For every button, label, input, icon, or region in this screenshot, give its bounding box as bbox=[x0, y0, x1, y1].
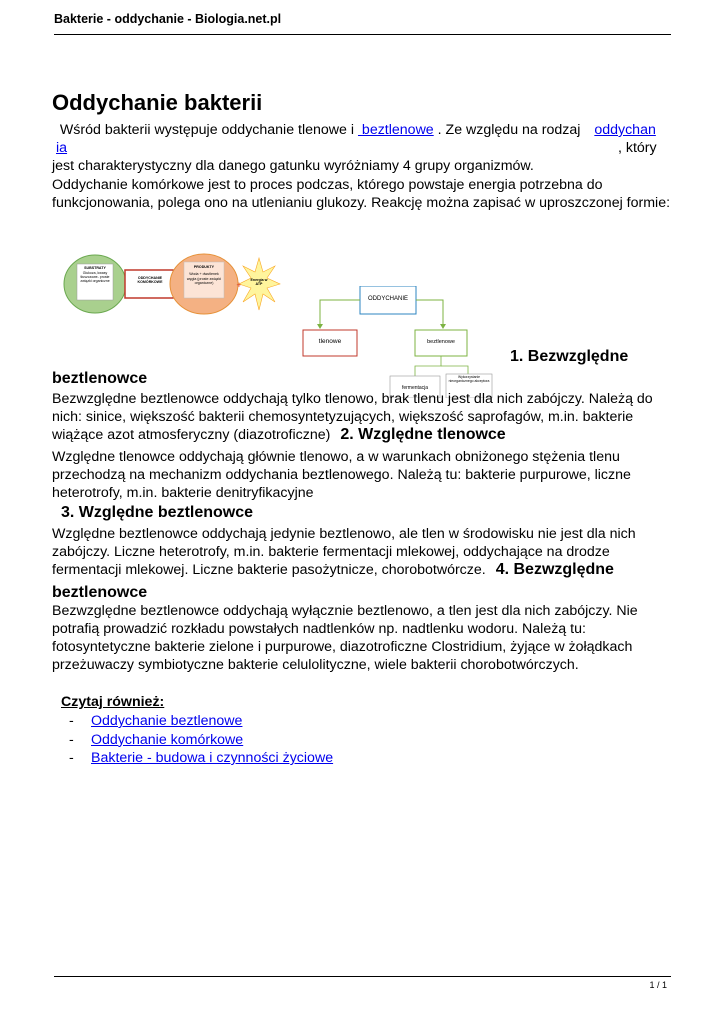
fermentation-label: fermentacja bbox=[401, 385, 429, 391]
arrowhead-right bbox=[440, 324, 446, 329]
paragraph-1-text: Bezwzględne beztlenowce oddychają tylko tlenowo, brak tlenu jest dla nich zabójczy. Należą do nich: sinice, większość bakterii chemosyntetyzujących, większość saprofagów, m.in. bakterie wiążące azot atmosferyczny (diazotroficzne) bbox=[52, 391, 653, 443]
anaerobic-label: beztlenowe bbox=[427, 339, 455, 345]
arrowhead-left bbox=[317, 324, 323, 329]
connector-left bbox=[320, 300, 360, 326]
products-title: PRODUKTY bbox=[193, 265, 215, 269]
paragraph-3 bbox=[52, 525, 672, 579]
heading-2: 2. Względne tlenowce bbox=[340, 426, 506, 443]
link-oddychanie-komorkowe[interactable]: Oddychanie komórkowe bbox=[91, 731, 244, 748]
list-dash: - bbox=[69, 750, 74, 766]
see-also-item bbox=[69, 731, 333, 750]
page-header-title: Bakterie - oddychanie - Biologia.net.pl bbox=[54, 12, 282, 26]
link-oddychania-part2[interactable]: ia bbox=[56, 140, 68, 156]
see-also-title: Czytaj również: bbox=[61, 694, 165, 710]
page-number: 1 / 1 bbox=[649, 980, 667, 990]
products-text: Woda + dwutlenek węgla (proste związki organiczne) bbox=[186, 272, 222, 286]
heading-3: 3. Względne beztlenowce bbox=[61, 504, 254, 521]
list-dash: - bbox=[69, 713, 74, 729]
paragraph-1 bbox=[52, 390, 672, 444]
footer-rule bbox=[54, 976, 671, 977]
heading-1b: beztlenowce bbox=[52, 370, 148, 387]
paragraph-2: Względne tlenowce oddychają głównie tlenowo, a w warunkach obniżonego stężenia tlenu przechodzą na mechanizm oddychania beztlenowego. Należą tu: bakterie purpurowe, liczne heterotrofy, m.in. bakterie denitryfikacyjne bbox=[52, 449, 631, 501]
link-oddychania-part1[interactable]: oddychan bbox=[594, 122, 656, 138]
respiration-equation-diagram bbox=[63, 252, 281, 316]
link-bakterie-budowa[interactable]: Bakterie - budowa i czynności życiowe bbox=[91, 750, 334, 766]
intro-text-a: Wśród bakterii występuje oddychanie tlenowe i bbox=[52, 122, 358, 138]
heading-4a: 4. Bezwzględne bbox=[495, 561, 614, 578]
aerobic-label: tlenowe bbox=[318, 338, 342, 345]
products-text-fo bbox=[185, 272, 223, 298]
paragraph-4: Bezwzględne beztlenowce oddychają wyłącznie beztlenowo, a tlen jest dla nich zabójczy. Nie potrafią prowadzić rozkładu powstałych nadtlenków np. nadtlenku wodoru. Należą tu: fotosyntetyczne bakterie zielone i purpurowe, diazotroficzne Clostridium, żyjące w żołądkach przeżuwaczy symbiotyczne bakterie celulolityczne, wiele bakterii chorobotwórczych. bbox=[52, 603, 638, 673]
substrates-text: Glukoza, kwasy tłuszczowe- proste związki organiczne bbox=[80, 271, 110, 284]
intro-text-d: jest charakterystyczny dla danego gatunku wyróżniamy 4 grupy organizmów. bbox=[52, 158, 534, 174]
intro-line-1 bbox=[52, 121, 672, 139]
article-title: Oddychanie bakterii bbox=[52, 90, 263, 115]
heading-1a: 1. Bezwzględne bbox=[510, 348, 629, 365]
root-label: ODDYCHANIE bbox=[367, 296, 409, 302]
intro-line-2 bbox=[52, 139, 672, 157]
plus-sign: + bbox=[236, 280, 242, 290]
see-also-list bbox=[69, 712, 333, 768]
heading-4b: beztlenowce bbox=[52, 584, 148, 601]
intro-paragraph-2: Oddychanie komórkowe jest to proces podczas, którego powstaje energia potrzebna do funkcjonowania, polega ono na utlenianiu glukozy. Reakcję można zapisać w uproszczonej formie: bbox=[52, 177, 671, 211]
link-beztlenowe[interactable]: beztlenowe bbox=[357, 122, 434, 138]
see-also-item bbox=[69, 749, 333, 768]
header-rule bbox=[54, 34, 671, 35]
link-oddychanie-beztlenowe[interactable]: Oddychanie beztlenowe bbox=[91, 713, 243, 729]
paragraph-3-text: Względne beztlenowce oddychają jedynie beztlenowo, ale tlen w środowisku nie jest dla nich zabójczy. Liczne heterotrofy, m.in. bakterie fermentacji mlekowej, oddychające na drodze fermentacji mlekowej. Liczne bakterie pasożytnicze, chorobotwórcze. bbox=[52, 526, 636, 578]
see-also-item bbox=[69, 712, 333, 731]
connector-right bbox=[416, 300, 443, 326]
substrates-title: SUBSTRATY bbox=[84, 266, 106, 270]
substrates-text-fo bbox=[78, 271, 112, 299]
process-fo bbox=[127, 276, 173, 292]
intro-text-c: , który bbox=[618, 140, 657, 156]
process-label: ODDYCHANIE KOMÓRKOWE bbox=[137, 276, 163, 285]
energy-fo bbox=[249, 278, 269, 290]
intro-text-b: . Ze względu na rodzaj bbox=[433, 122, 585, 138]
inorganic-acceptor-label: Wykorzystanie nieorganicznego akceptora bbox=[448, 375, 490, 383]
energy-label: Energia w ATP bbox=[250, 278, 268, 287]
list-dash: - bbox=[69, 731, 74, 748]
